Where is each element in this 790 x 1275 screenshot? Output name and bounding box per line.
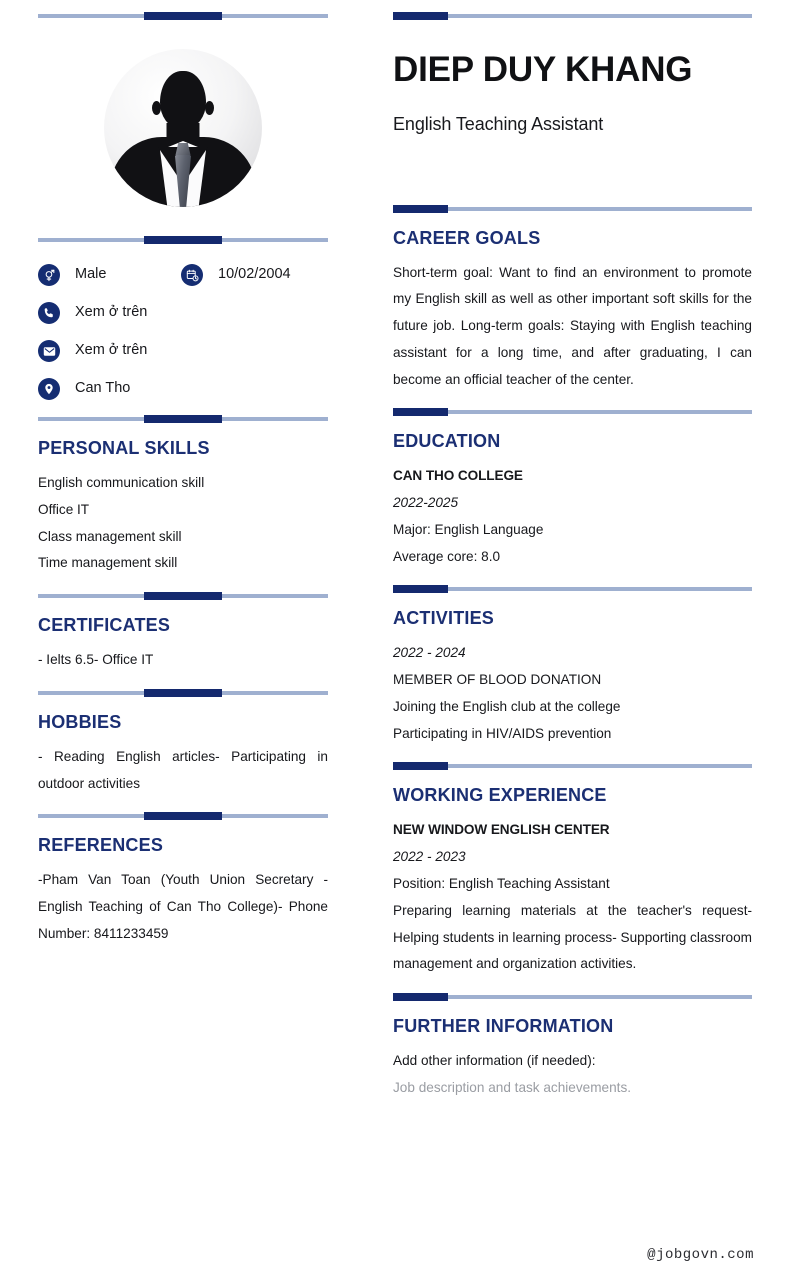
activities-item: MEMBER OF BLOOD DONATION bbox=[393, 672, 602, 688]
contact-phone-value: Xem ở trên bbox=[75, 304, 148, 321]
divider-personal-skills bbox=[38, 417, 328, 421]
divider-certificates bbox=[38, 594, 328, 598]
experience-duties: Preparing learning materials at the teacher's request- Helping students in learning process- Supporting classroom management and organization activities. bbox=[393, 902, 752, 972]
divider-working-experience bbox=[393, 764, 752, 768]
further-information-prompt: Add other information (if needed): bbox=[393, 1053, 596, 1069]
section-title: REFERENCES bbox=[38, 835, 164, 856]
watermark: @jobgovn.com bbox=[647, 1247, 754, 1263]
divider-top-left bbox=[38, 14, 328, 18]
contact-location bbox=[38, 378, 181, 400]
contact-gender-value: Male bbox=[75, 266, 107, 283]
envelope-icon bbox=[38, 340, 60, 362]
profile-photo-placeholder bbox=[104, 49, 262, 207]
section-hobbies bbox=[38, 712, 328, 798]
contact-row bbox=[38, 264, 328, 286]
section-title: ACTIVITIES bbox=[393, 608, 495, 629]
avatar-ear-right bbox=[205, 101, 214, 115]
experience-company: NEW WINDOW ENGLISH CENTER bbox=[393, 822, 610, 838]
personal-skill-item: Office IT bbox=[38, 501, 90, 517]
section-career-goals bbox=[393, 228, 752, 394]
experience-years: 2022 - 2023 bbox=[393, 849, 466, 865]
section-further-information bbox=[393, 1016, 752, 1102]
left-column bbox=[0, 0, 360, 1275]
personal-skill-item: Class management skill bbox=[38, 528, 182, 544]
divider-education bbox=[393, 410, 752, 414]
contact-row bbox=[38, 302, 328, 324]
education-score: Average core: 8.0 bbox=[393, 548, 501, 564]
divider-further-information bbox=[393, 995, 752, 999]
page-title: DIEP DUY KHANG bbox=[393, 50, 693, 89]
contact-birthday bbox=[181, 264, 291, 286]
activities-item: Participating in HIV/AIDS prevention bbox=[393, 725, 612, 741]
section-title: CAREER GOALS bbox=[393, 227, 541, 248]
right-column bbox=[360, 0, 790, 1275]
contact-gender bbox=[38, 264, 181, 286]
further-information-placeholder: Job description and task achievements. bbox=[393, 1079, 632, 1095]
section-certificates bbox=[38, 615, 328, 674]
divider-activities bbox=[393, 587, 752, 591]
section-working-experience bbox=[393, 785, 752, 978]
contact-email-value: Xem ở trên bbox=[75, 342, 148, 359]
activities-item: Joining the English club at the college bbox=[393, 698, 621, 714]
education-years: 2022-2025 bbox=[393, 495, 459, 511]
section-education bbox=[393, 431, 752, 570]
location-pin-icon bbox=[38, 378, 60, 400]
personal-skill-item: English communication skill bbox=[38, 475, 205, 490]
section-title: FURTHER INFORMATION bbox=[393, 1016, 614, 1037]
calendar-clock-icon bbox=[181, 264, 203, 286]
section-activities bbox=[393, 608, 752, 747]
certificates-text: - Ielts 6.5- Office IT bbox=[38, 652, 154, 668]
job-role: English Teaching Assistant bbox=[393, 113, 604, 134]
education-major: Major: English Language bbox=[393, 521, 544, 537]
section-title: CERTIFICATES bbox=[38, 615, 171, 636]
contact-info bbox=[38, 242, 328, 400]
divider-references bbox=[38, 814, 328, 818]
references-text: -Pham Van Toan (Youth Union Secretary - English Teaching of Can Tho College)- Phone Number: 8411233459 bbox=[38, 872, 328, 941]
section-title: HOBBIES bbox=[38, 711, 122, 732]
avatar bbox=[38, 18, 328, 238]
contact-email bbox=[38, 340, 181, 362]
gender-icon bbox=[38, 264, 60, 286]
personal-skill-item: Time management skill bbox=[38, 555, 178, 571]
section-title: PERSONAL SKILLS bbox=[38, 438, 210, 458]
career-goals-text: Short-term goal: Want to find an environment to promote my English skill as well as other important soft skills for the future job. Long-term goals: Staying with English teaching assistant for a long time, and after graduating, I can become an official teacher of the center. bbox=[393, 264, 752, 387]
hobbies-text: - Reading English articles- Participating in outdoor activities bbox=[38, 748, 328, 791]
divider-top-right bbox=[393, 14, 752, 18]
contact-row bbox=[38, 378, 328, 400]
section-title: WORKING EXPERIENCE bbox=[393, 785, 607, 806]
avatar-head bbox=[160, 71, 206, 128]
section-references bbox=[38, 835, 328, 947]
phone-icon bbox=[38, 302, 60, 324]
contact-row bbox=[38, 340, 328, 362]
experience-position: Position: English Teaching Assistant bbox=[393, 875, 610, 891]
contact-phone bbox=[38, 302, 181, 324]
contact-location-value: Can Tho bbox=[75, 380, 131, 397]
divider-career-goals bbox=[393, 207, 752, 211]
section-personal-skills bbox=[38, 438, 328, 577]
section-title: EDUCATION bbox=[393, 431, 501, 452]
divider-hobbies bbox=[38, 691, 328, 695]
divider-below-photo bbox=[38, 238, 328, 242]
contact-birthday-value: 10/02/2004 bbox=[218, 266, 291, 283]
activities-years: 2022 - 2024 bbox=[393, 645, 466, 661]
education-school: CAN THO COLLEGE bbox=[393, 468, 523, 484]
